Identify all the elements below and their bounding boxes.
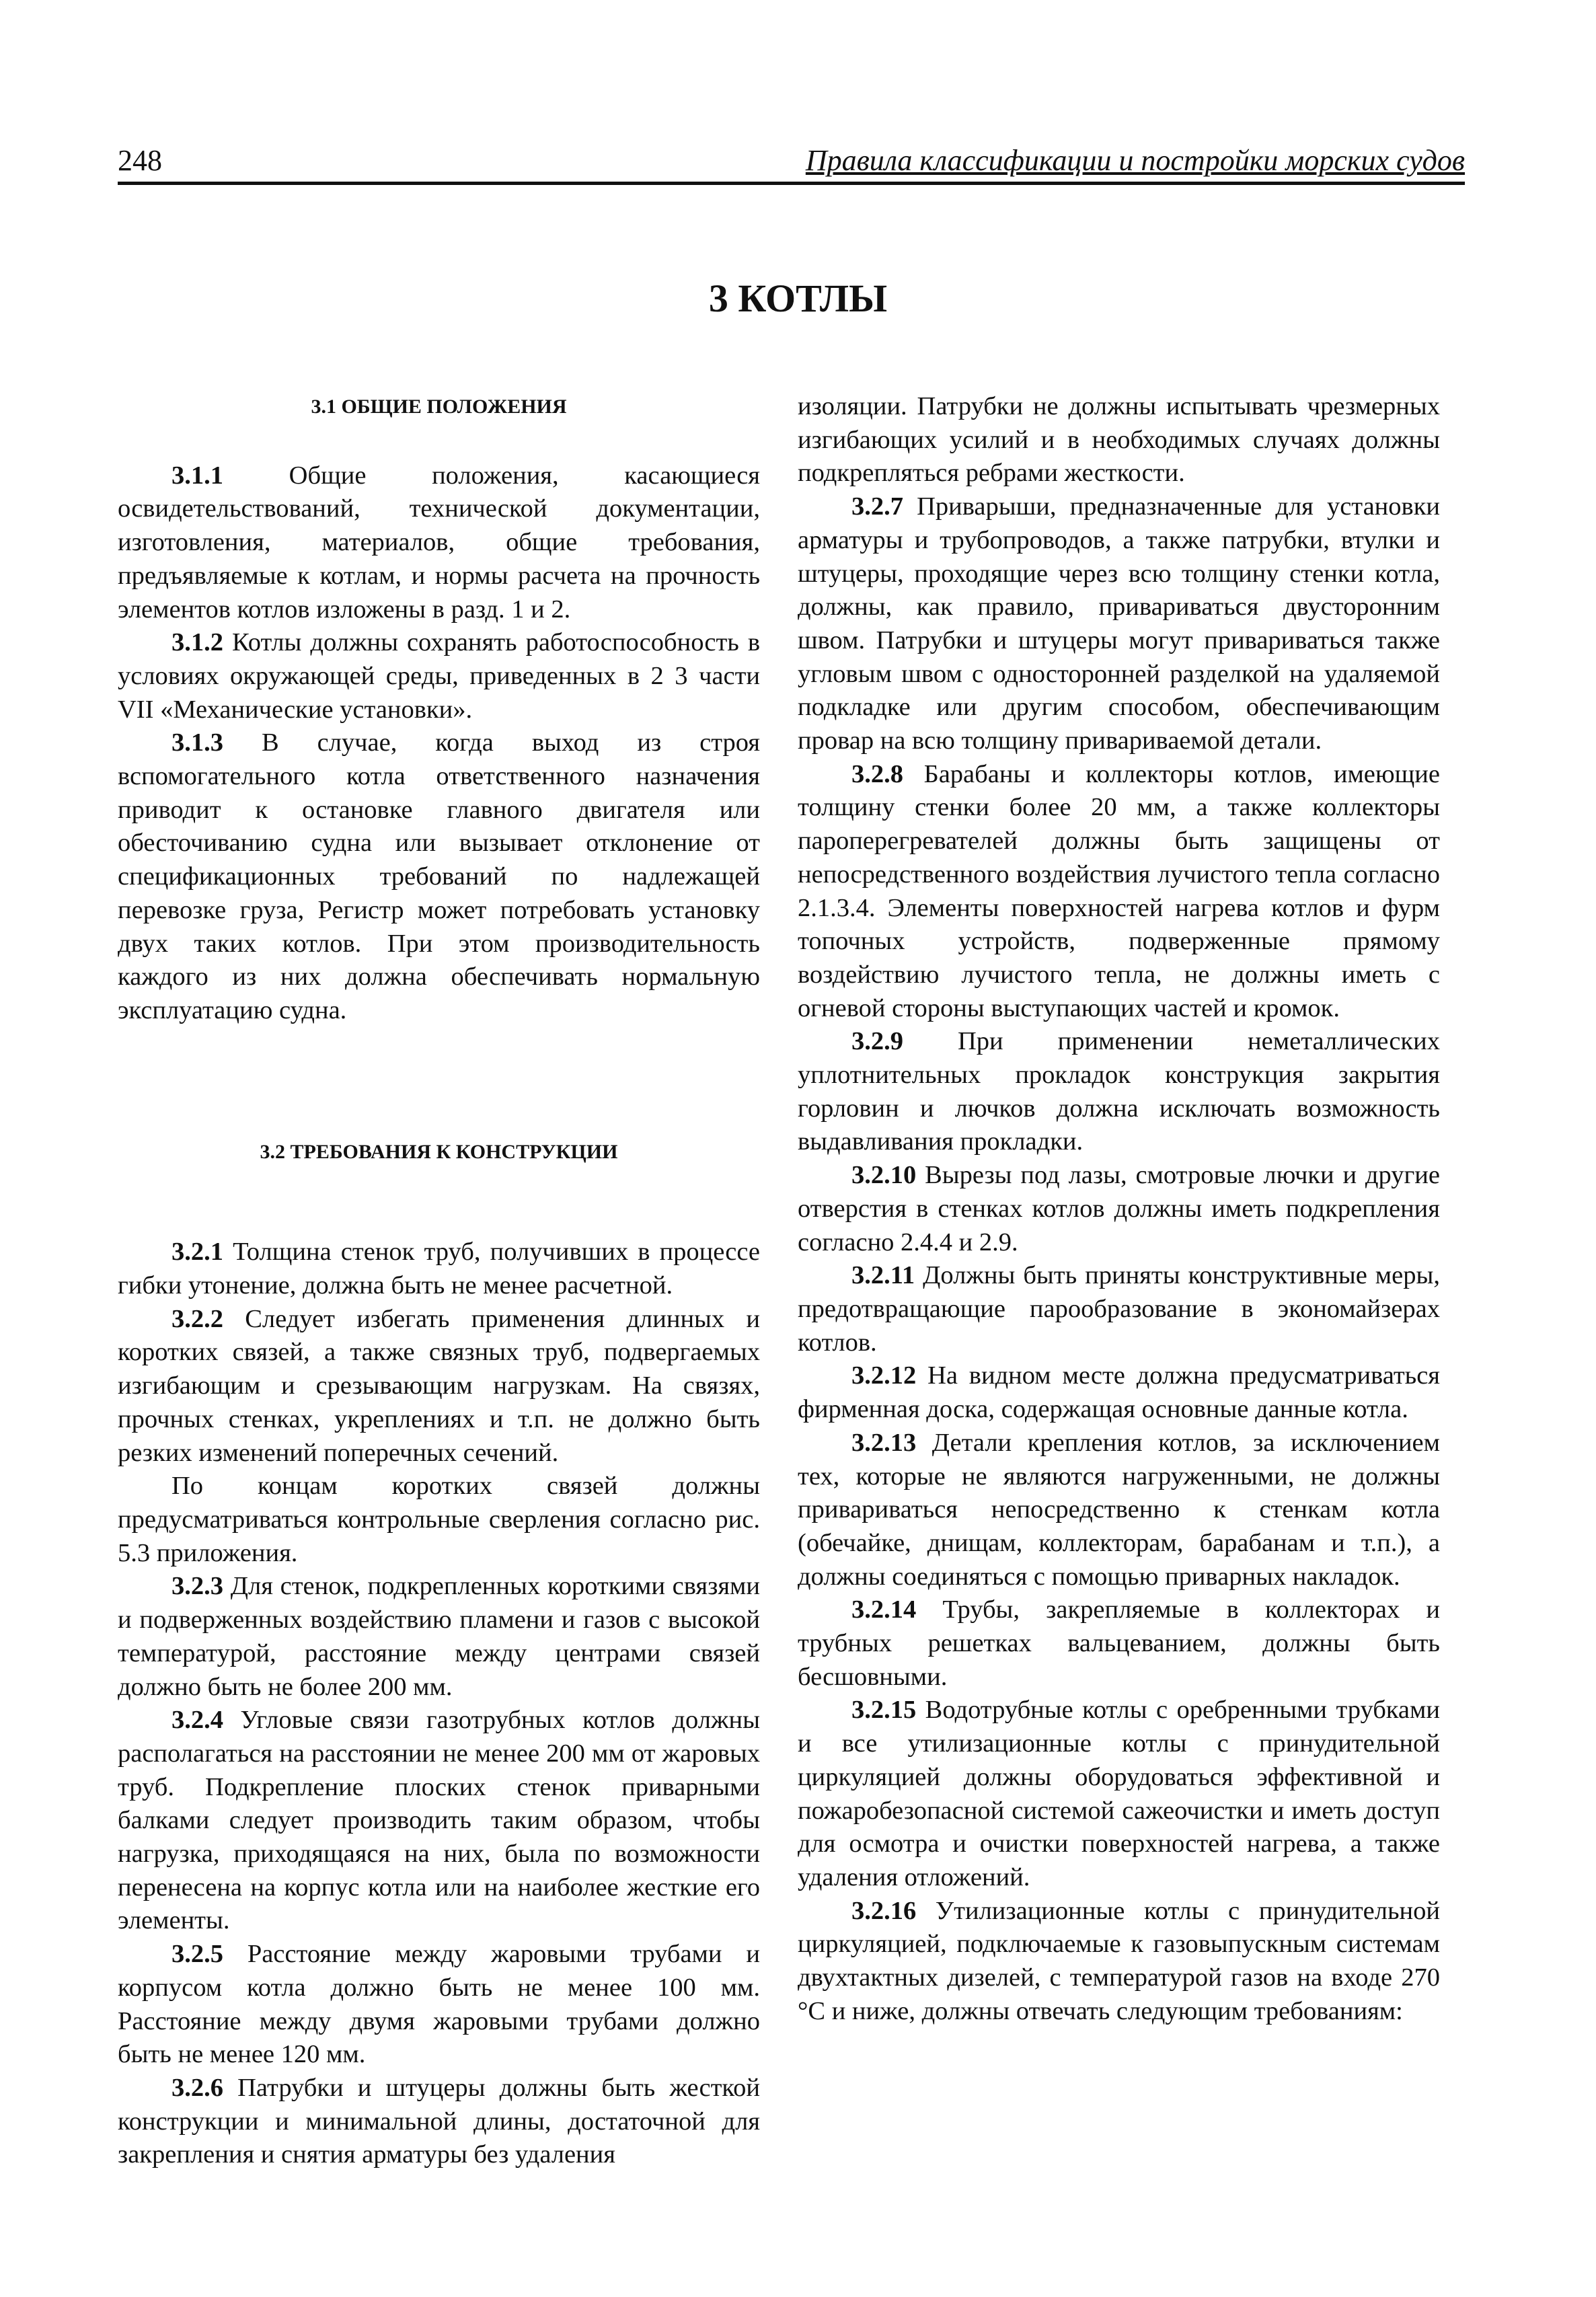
paragraph-3-2-6-continued: изоляции. Патрубки не должны испытывать чрезмерных изгибающих усилий и в необходимых случаях должны подкрепляться ребрами жесткости.	[798, 392, 1440, 488]
paragraph-number: 3.2.4	[172, 1706, 223, 1735]
paragraph-text: Трубы, закрепляемые в коллекторах и трубных решетках вальцеванием, должны быть бесшовными.	[798, 1595, 1441, 1691]
paragraph-text: Для стенок, подкрепленных короткими связями и подверженных воздействию пламени и газов с высокой температурой, расстояние между центрами связей должно быть не более 200 мм.	[118, 1572, 760, 1701]
paragraph-3-2-1	[118, 1236, 760, 1302]
paragraph-number: 3.1.2	[172, 628, 223, 657]
chapter-title: 3 КОТЛЫ	[708, 276, 888, 320]
paragraph-3-1-2	[118, 626, 760, 726]
paragraph-text: На видном месте должна предусматриваться фирменная доска, содержащая основные данные котла.	[798, 1361, 1441, 1424]
paragraph-3-2-6	[118, 2072, 760, 2172]
right-column	[798, 390, 1440, 2028]
paragraph-number: 3.2.8	[851, 759, 903, 788]
paragraph-3-2-10	[798, 1159, 1440, 1259]
paragraph-number: 3.2.10	[851, 1161, 917, 1190]
paragraph-number: 3.2.13	[851, 1428, 917, 1457]
paragraph-text: Расстояние между жаровыми трубами и корпусом котла должно быть не менее 100 мм. Расстояние между двумя жаровыми трубами должно быть не менее 120 мм.	[118, 1940, 760, 2069]
paragraph-number: 3.2.5	[172, 1940, 223, 1969]
paragraph-text: Толщина стенок труб, получивших в процессе гибки утонение, должна быть не менее расчетной.	[118, 1238, 760, 1300]
left-column	[118, 390, 760, 2172]
page-header	[118, 135, 1465, 185]
paragraph-number: 3.1.3	[172, 728, 223, 757]
paragraph-text: Вырезы под лазы, смотровые лючки и другие отверстия в стенках котлов должны иметь подкрепления согласно 2.4.4 и 2.9.	[798, 1161, 1440, 1256]
paragraph-3-2-12	[798, 1359, 1440, 1426]
paragraph-text: Приварыши, предназначенные для установки арматуры и трубопроводов, а также патрубки, втулки и штуцеры, проходящие через всю толщину стенки котла, должны, как правило, привариваться двусторонним швом. Патрубки и штуцеры могут привариваться также угловым швом с односторонней разделкой на удаляемой подкладке или другим способом, обеспечивающим провар на всю толщину привариваемой детали.	[798, 492, 1441, 755]
section-heading-3-1: 3.1 ОБЩИЕ ПОЛОЖЕНИЯ	[311, 396, 567, 418]
paragraph-text: При применении неметаллических уплотнительных прокладок конструкция закрытия горловин и лючков должна исключать возможность выдавливания прокладки.	[798, 1027, 1440, 1156]
paragraph-3-2-2	[118, 1303, 760, 1470]
paragraph-number: 3.2.9	[851, 1027, 903, 1056]
paragraph-text: Детали крепления котлов, за исключением тех, которые не являются нагруженными, не должны привариваться непосредственно к стенкам котла (обечайке, днищам, коллекторам, барабанам и т.п.), а должны соединяться с помощью приварных накладок.	[798, 1428, 1441, 1591]
page-number: 248	[118, 144, 162, 177]
paragraph-3-1-1	[118, 459, 760, 627]
paragraph-3-2-8	[798, 758, 1440, 1026]
paragraph-number: 3.2.2	[172, 1304, 223, 1333]
paragraph-3-1-3	[118, 726, 760, 1027]
paragraph-text: Водотрубные котлы с оребренными трубками и все утилизационные котлы с принудительной циркуляцией должны оборудоваться эффективной и пожаробезопасной системой сажеочистки и иметь доступ для осмотра и очистки поверхностей нагрева, а также удаления отложений.	[798, 1696, 1440, 1891]
running-title: Правила классификации и постройки морских судов	[805, 144, 1465, 177]
paragraph-text: В случае, когда выход из строя вспомогательного котла ответственного назначения приводит к остановке главного двигателя или обесточиванию судна или вызывает отклонение от спецификационных требований по надлежащей перевозке груза, Регистр может потребовать установку двух таких котлов. При этом производительность каждого из них должна обеспечивать нормальную эксплуатацию судна.	[118, 728, 760, 1024]
paragraph-number: 3.2.1	[172, 1238, 223, 1267]
paragraph-3-2-13	[798, 1427, 1440, 1594]
paragraph-text: Должны быть приняты конструктивные меры, предотвращающие парообразование в экономайзерах котлов.	[798, 1261, 1441, 1357]
paragraph-number: 3.2.16	[851, 1896, 917, 1925]
paragraph-text: Котлы должны сохранять работоспособность в условиях окружающей среды, приведенных в 2 3 части VII «Механические установки».	[118, 628, 761, 724]
paragraph-text: Общие положения, касающиеся освидетельствований, технической документации, изготовления, материалов, общие требования, предъявляемые к котлам, и нормы расчета на прочность элементов котлов изложены в разд. 1 и 2.	[118, 461, 761, 624]
paragraph-number: 3.2.7	[851, 492, 903, 521]
paragraph-number: 3.2.12	[851, 1361, 917, 1390]
paragraph-text: Утилизационные котлы с принудительной циркуляцией, подключаемые к газовыпускным системам двухтактных дизелей, с температурой газов на входе 270 °С и ниже, должны отвечать следующим требованиям:	[798, 1896, 1441, 2025]
paragraph-3-2-14	[798, 1593, 1440, 1694]
paragraph-text: Патрубки и штуцеры должны быть жесткой конструкции и минимальной длины, достаточной для закрепления и снятия арматуры без удаления	[118, 2073, 761, 2169]
paragraph-number: 3.1.1	[172, 461, 223, 490]
paragraph-number: 3.2.3	[172, 1572, 223, 1601]
paragraph-3-2-7	[798, 490, 1440, 758]
paragraph-number: 3.2.11	[851, 1261, 915, 1290]
paragraph-number: 3.2.15	[851, 1696, 917, 1725]
paragraph-3-2-3	[118, 1570, 760, 1704]
paragraph-3-2-4	[118, 1704, 760, 1938]
paragraph-3-2-15	[798, 1694, 1440, 1894]
paragraph-3-2-9	[798, 1025, 1440, 1159]
paragraph-text: Следует избегать применения длинных и коротких связей, а также связных труб, подвергаемых изгибающим и срезывающим нагрузкам. На связях, прочных стенках, укреплениях и т.п. не должно быть резких изменений поперечных сечений.	[118, 1304, 761, 1467]
section-heading-3-2: 3.2 ТРЕБОВАНИЯ К КОНСТРУКЦИИ	[260, 1140, 618, 1163]
paragraph-number: 3.2.6	[172, 2073, 223, 2102]
paragraph-text: Угловые связи газотрубных котлов должны располагаться на расстоянии не менее 200 мм от жаровых труб. Подкрепление плоских стенок приварными балками следует производить таким образом, чтобы нагрузка, приходящаяся на них, была по возможности перенесена на корпус котла или на наиболее жесткие его элементы.	[118, 1706, 760, 1935]
paragraph-text: Барабаны и коллекторы котлов, имеющие толщину стенки более 20 мм, а также коллекторы пароперегревателей должны быть защищены от непосредственного воздействия лучистого тепла согласно 2.1.3.4. Элементы поверхностей нагрева котлов и фурм топочных устройств, подверженные прямому воздействию лучистого тепла, не должны иметь с огневой стороны выступающих частей и кромок.	[798, 759, 1440, 1022]
paragraph-3-2-11	[798, 1259, 1440, 1359]
paragraph-3-2-5	[118, 1938, 760, 2072]
paragraph-number: 3.2.14	[851, 1595, 917, 1624]
paragraph-3-2-16	[798, 1895, 1440, 2029]
paragraph-3-2-2-note: По концам коротких связей должны предусматриваться контрольные сверления согласно рис. 5.3 приложения.	[118, 1472, 760, 1567]
